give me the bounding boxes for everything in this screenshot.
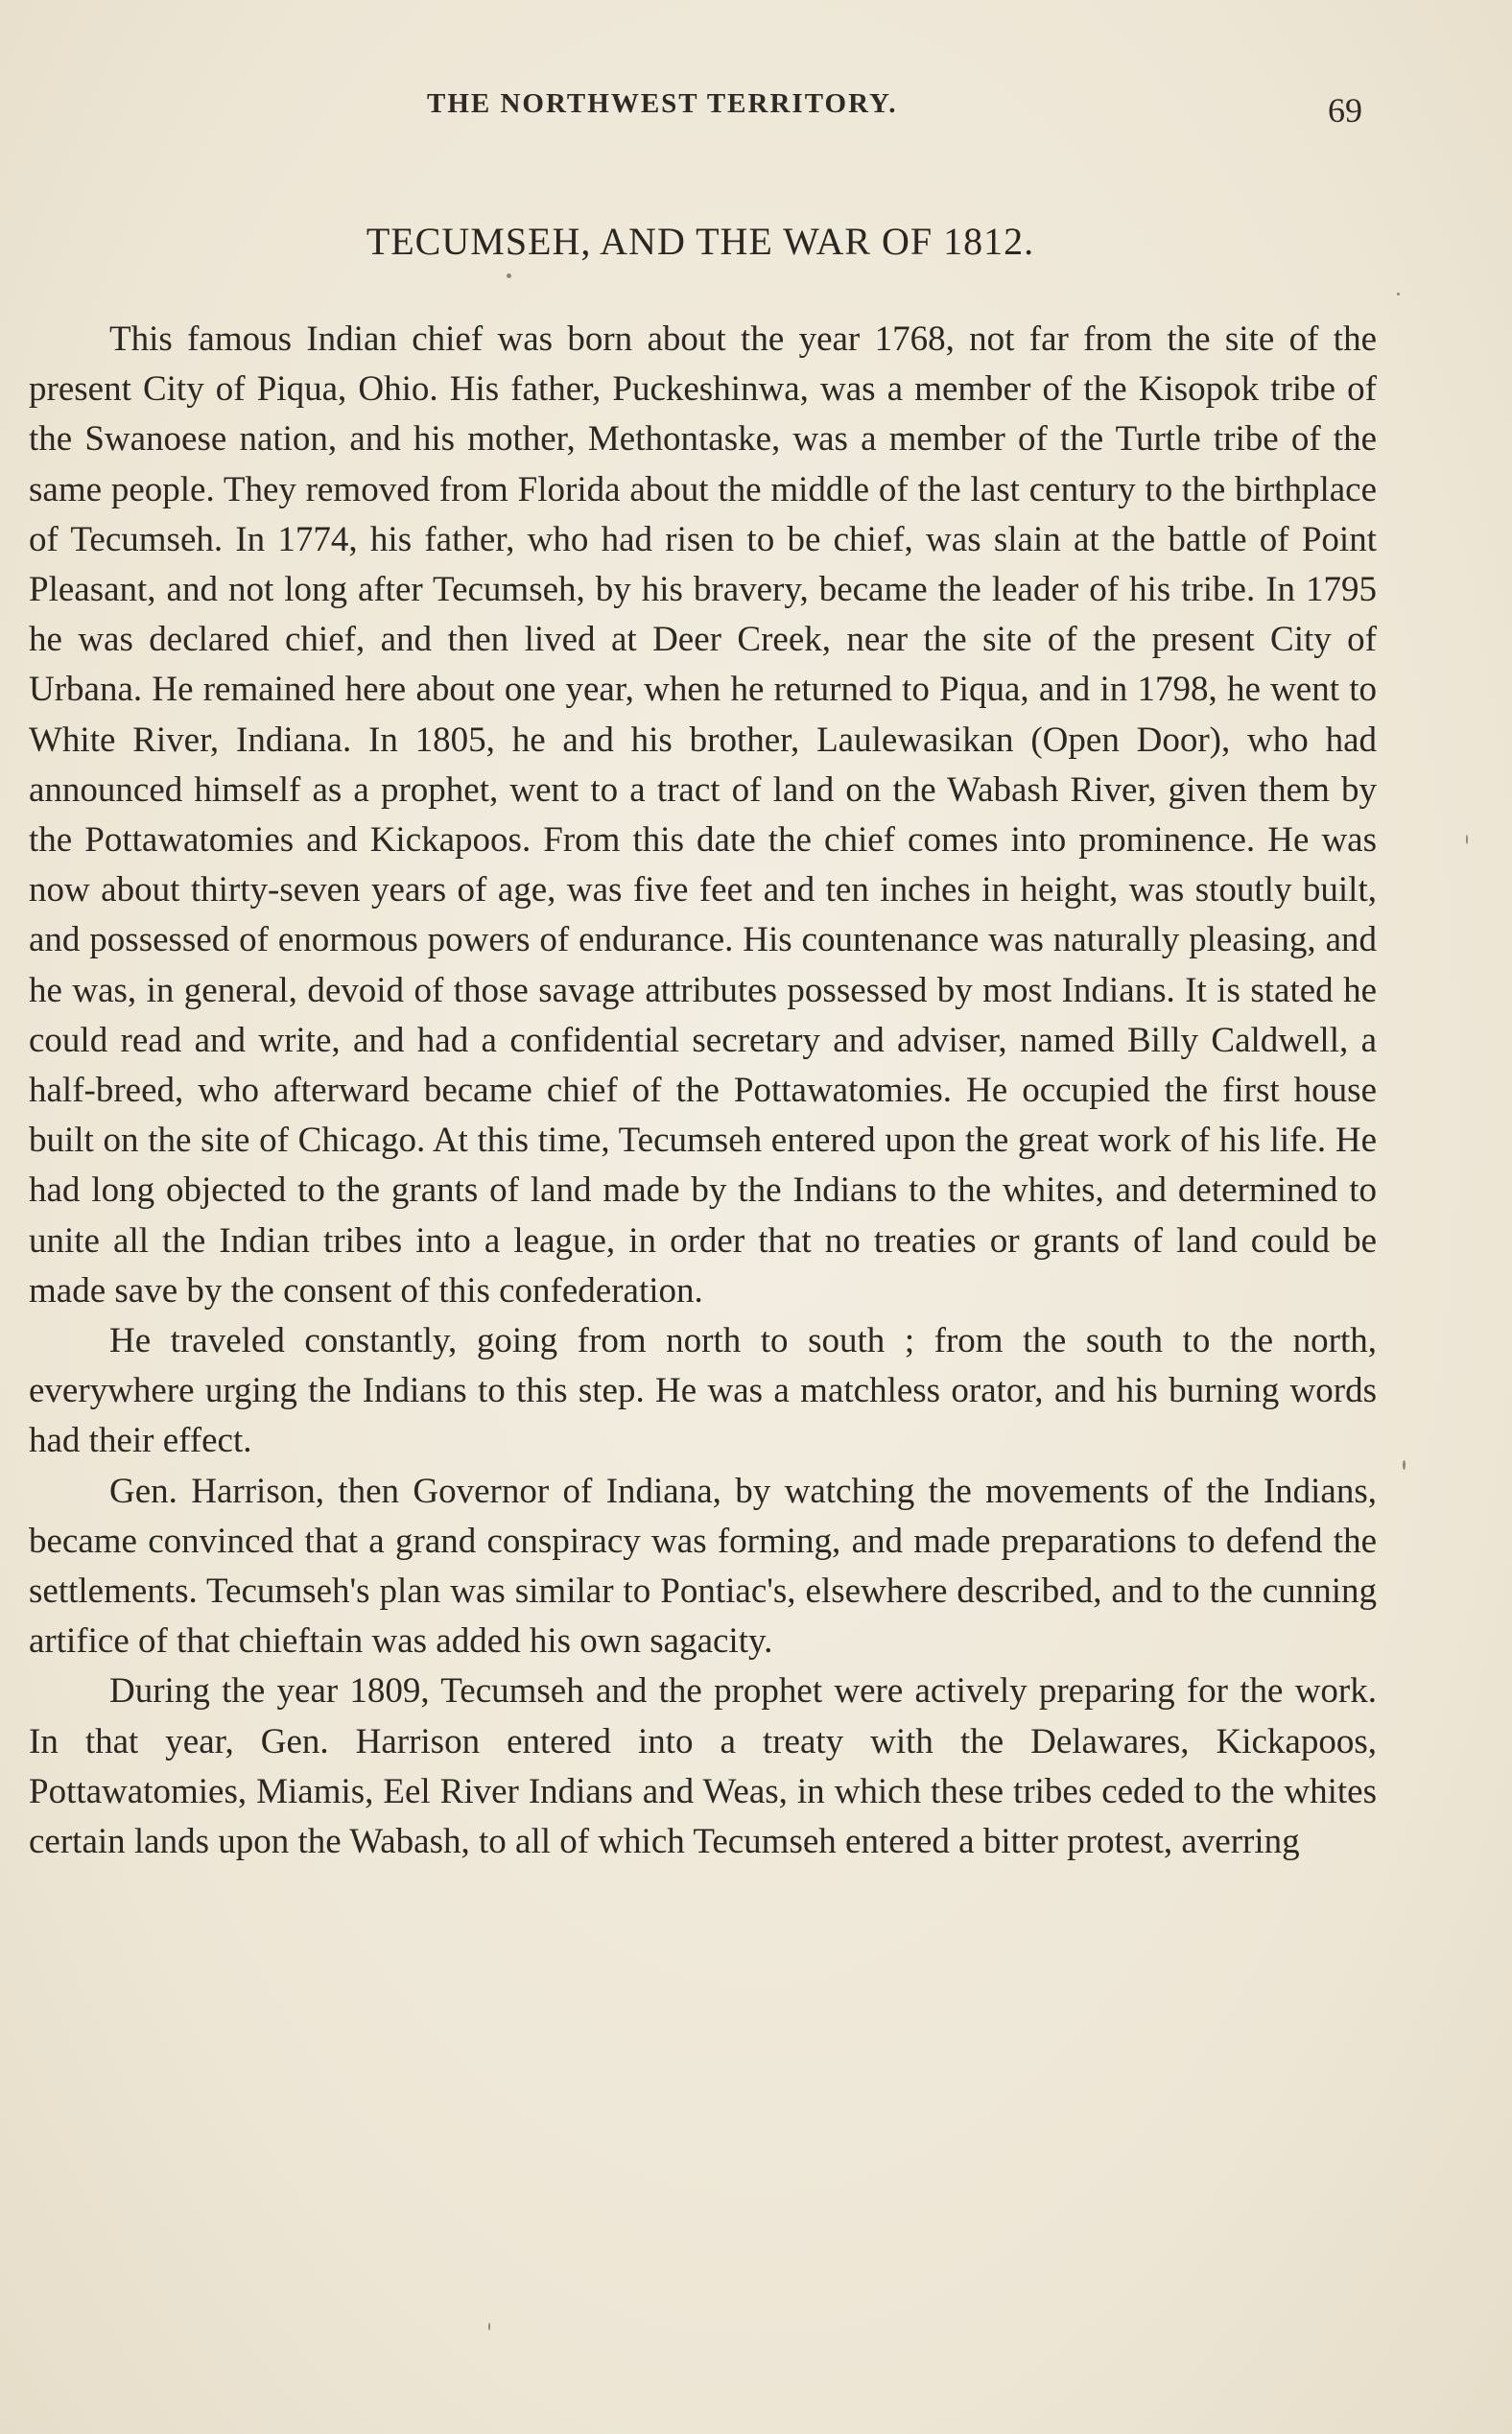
running-title: THE NORTHWEST TERRITORY. bbox=[427, 88, 898, 119]
paper-speck bbox=[1403, 1460, 1406, 1470]
paper-speck bbox=[507, 273, 511, 278]
body-text bbox=[29, 315, 1377, 1867]
chapter-title: TECUMSEH, AND THE WAR OF 1812. bbox=[366, 220, 1035, 263]
page-number: 69 bbox=[1328, 91, 1362, 130]
paragraph: He traveled constantly, going from north to south ; from the south to the north, everywhere urging the Indians to this step. He was a matchless orator, and his burning words had their effect. bbox=[29, 1321, 1377, 1461]
paragraph: This famous Indian chief was born about the year 1768, not far from the site of the present City of Piqua, Ohio. His father, Puckeshinwa, was a member of the Kisopok tribe of the Swanoese nation, and his mother, Methontaske, was a member of the Turtle tribe of the same people. They removed from Florida about the middle of the last century to the birthplace of Tecumseh. In 1774, his father, who had risen to be chief, was slain at the battle of Point Pleasant, and not long after Tecumseh, by his bravery, became the leader of his tribe. In 1795 he was declared chief, and then lived at Deer Creek, near the site of the present City of Urbana. He remained here about one year, when he returned to Piqua, and in 1798, he went to White River, Indiana. In 1805, he and his brother, Laulewasikan (Open Door), who had announced himself as a prophet, went to a tract of land on the Wabash River, given them by the Pottawatomies and Kickapoos. From this date the chief comes into prominence. He was now about thirty-seven years of age, was five feet and ten inches in height, was stoutly built, and possessed of enormous powers of endurance. His countenance was naturally pleasing, and he was, in general, devoid of those savage attributes possessed by most Indians. It is stated he could read and write, and had a confidential secretary and adviser, named Billy Caldwell, a half-breed, who afterward became chief of the Pottawatomies. He occupied the first house built on the site of Chicago. At this time, Tecumseh entered upon the great work of his life. He had long objected to the grants of land made by the Indians to the whites, and determined to unite all the Indian tribes into a league, in order that no treaties or grants of land could be made save by the consent of this confederation. bbox=[29, 319, 1377, 1311]
running-head bbox=[0, 88, 1512, 130]
paragraph: During the year 1809, Tecumseh and the prophet were actively preparing for the work. In that year, Gen. Harrison entered into a treaty with the Delawares, Kickapoos, Pottawatomies, Miamis, Eel River Indians and Weas, in which these tribes ceded to the whites certain lands upon the Wabash, to all of which Tecumseh entered a bitter protest, averring bbox=[29, 1671, 1377, 1862]
paragraph: Gen. Harrison, then Governor of Indiana, by watching the movements of the Indians, became convinced that a grand conspiracy was forming, and made preparations to defend the settlements. Tecumseh's plan was similar to Pontiac's, elsewhere described, and to the cunning artifice of that chieftain was added his own sagacity. bbox=[29, 1471, 1377, 1662]
paper-speck bbox=[1397, 293, 1400, 295]
paper-speck bbox=[1466, 835, 1468, 844]
paper-speck bbox=[488, 2323, 490, 2330]
